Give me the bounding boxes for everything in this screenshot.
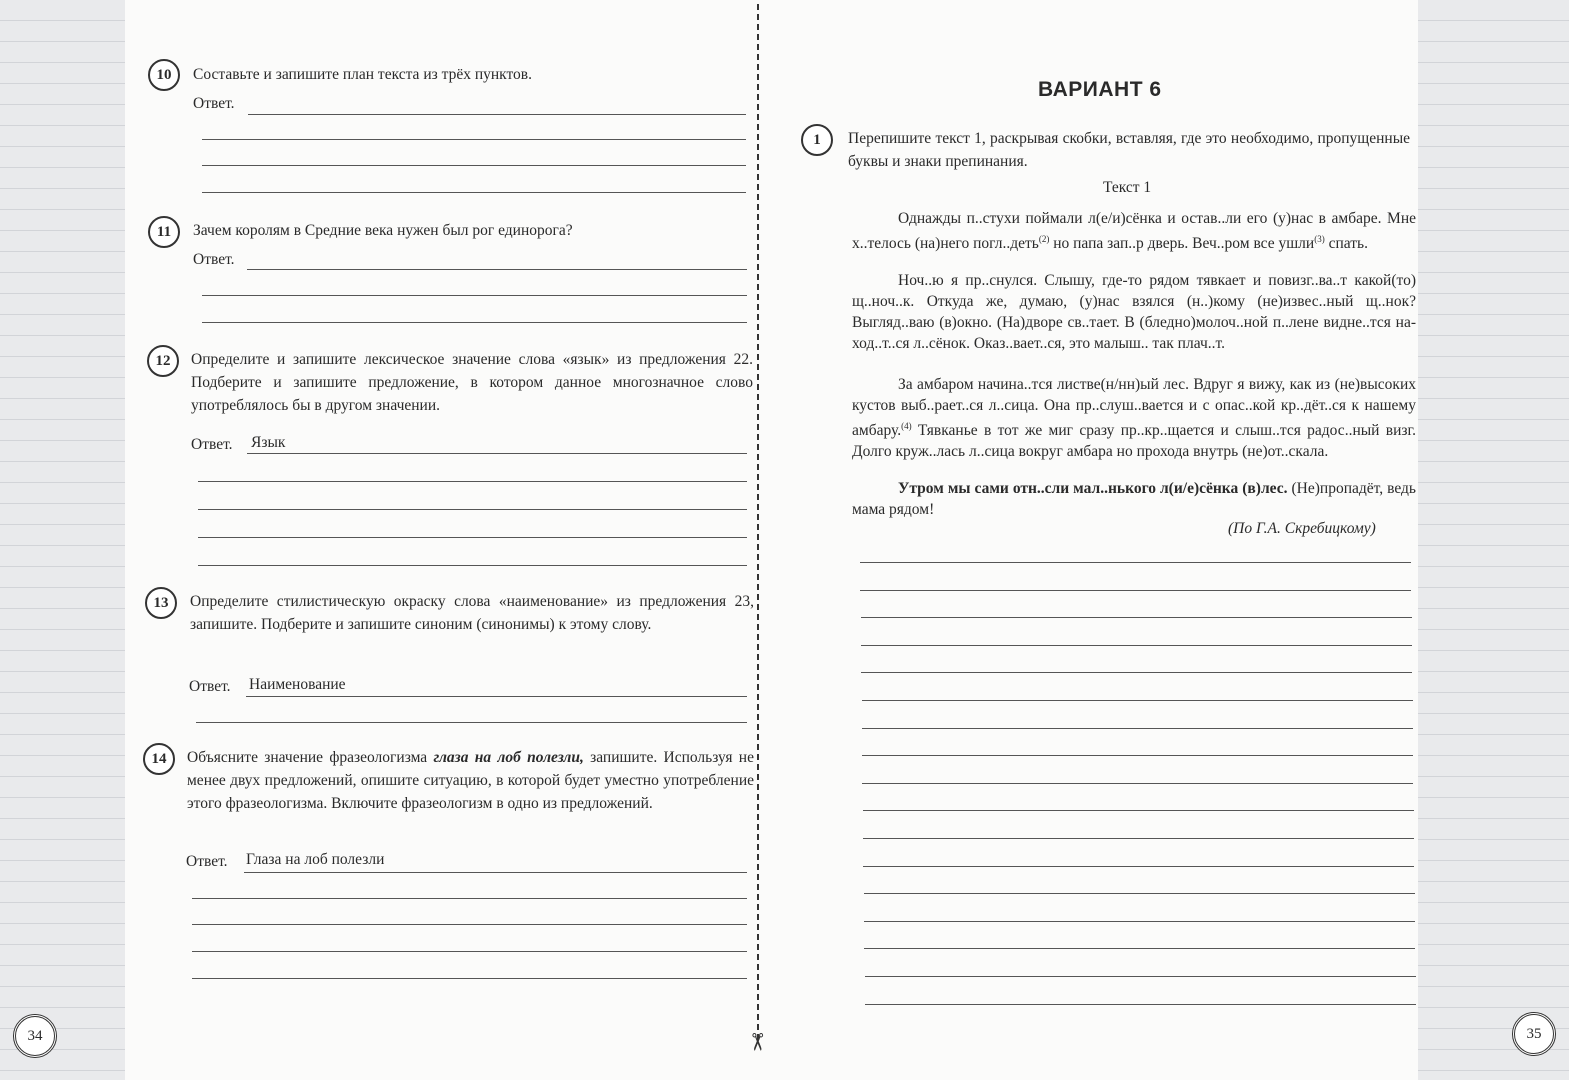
answer-line[interactable]	[192, 898, 747, 899]
variant-title: ВАРИАНТ 6	[1038, 78, 1162, 101]
answer-label: Ответ.	[191, 436, 233, 453]
answer-line[interactable]	[865, 1004, 1416, 1005]
question-number-badge: 12	[147, 345, 179, 377]
answer-line[interactable]	[862, 700, 1413, 701]
text-paragraph: Ноч..ю я пр..снулся. Слышу, где-то рядом тявкает и повизг..ва..т какой(то) щ..ноч..к. Откуда же, думаю, (у)нас взялся (н..)кому (не)извес..ный щ..нок? Выгляд..ваю (в)окно. (На)дворе св..тает. В (бледно)молоч..ной п..лене видне..тся на-ход..т..ся л..сёнок. Оказ..вает..ся, это малыш.. так плач..т.	[852, 272, 1416, 352]
answer-line[interactable]	[860, 562, 1411, 563]
background-ruled-paper-right	[1418, 0, 1569, 1080]
answer-line[interactable]	[248, 114, 746, 115]
text-paragraph: Однажды п..стухи поймали л(е/и)сёнка и остав..ли его (у)нас в амбаре. Мне х..телось (на)него погл..деть$^{(2)}$ но папа зап..р дверь. Веч..ром все ушли$^{(3)}$ спать.	[852, 210, 1416, 253]
answer-line[interactable]	[863, 866, 1414, 867]
answer-line[interactable]	[192, 978, 747, 979]
question-text	[187, 746, 754, 815]
answer-line[interactable]	[192, 924, 747, 925]
question-text: Зачем королям в Средние века нужен был рог единорога?	[193, 222, 573, 239]
answer-line[interactable]	[862, 783, 1413, 784]
answer-value: Глаза на лоб полезли	[246, 851, 385, 868]
answer-line[interactable]	[861, 645, 1412, 646]
answer-label: Ответ.	[189, 678, 231, 695]
answer-line[interactable]	[862, 755, 1413, 756]
answer-label: Ответ.	[193, 95, 235, 112]
answer-line[interactable]	[202, 139, 746, 140]
answer-line[interactable]	[861, 617, 1412, 618]
answer-line[interactable]	[247, 453, 747, 454]
question-number-badge: 14	[143, 743, 175, 775]
answer-line[interactable]	[198, 481, 747, 482]
answer-line[interactable]	[860, 590, 1411, 591]
answer-label: Ответ.	[186, 853, 228, 870]
footnote-marker: (2)	[1038, 234, 1050, 244]
text-paragraph: За амбаром начина..тся листве(н/нн)ый лес. Вдруг я вижу, как из (не)высоких кустов выб..рает..ся л..сица. Она пр..слуш..вается и с опас..кой кр..дёт..ся к нашему амбару.$^{(4)}$ Тявканье в тот же миг сразу пр..кр..щается и слыш..тся радос..ный визг. Долго круж..лась л..сица вокруг амбара но прохода внутрь (не)от..скала.	[852, 376, 1416, 461]
task-text: Перепишите текст 1, раскрывая скобки, вставляя, где это необходимо, пропущенные буквы и знаки препинания.	[848, 130, 1410, 170]
question-text: Определите и запишите лексическое значение слова «язык» из предложения 22. Подберите и запишите предложение, в котором данное многозначное слово употреблялось бы в другом значении.	[191, 351, 753, 414]
page-number: 35	[1512, 1012, 1556, 1056]
question-number-badge: 13	[145, 587, 177, 619]
text-paragraph: Утром мы сами отн..сли мал..нького л(и/е)сёнка (в)лес. (Не)пропадёт, ведь мама рядом!	[852, 480, 1416, 518]
answer-line[interactable]	[192, 951, 747, 952]
answer-line[interactable]	[864, 948, 1415, 949]
phraseologism-emphasis: глаза на лоб полезли,	[433, 749, 584, 766]
answer-line[interactable]	[198, 565, 747, 566]
question-number-badge: 11	[148, 216, 180, 248]
answer-line[interactable]	[863, 838, 1414, 839]
answer-line[interactable]	[196, 722, 747, 723]
answer-label: Ответ.	[193, 251, 235, 268]
footnote-marker: (3)	[1314, 234, 1325, 244]
answer-line[interactable]	[202, 295, 747, 296]
question-text-part: Объясните значение фразеологизма	[187, 749, 434, 766]
bold-sentence: Утром мы сами отн..сли мал..нького л(и/е)сёнка (в)лес.	[898, 480, 1288, 497]
question-text-part: запишите. Используя не менее двух предложений, опишите ситуацию, в которой будет уместно употребление этого фразеологизма. Включите фразеологизм в одно из предложений.	[187, 749, 754, 812]
answer-line[interactable]	[198, 537, 747, 538]
question-number-badge: 10	[148, 59, 180, 91]
answer-line[interactable]	[247, 269, 747, 270]
text-title: Текст 1	[1103, 179, 1152, 196]
answer-line[interactable]	[864, 893, 1415, 894]
answer-line[interactable]	[202, 192, 746, 193]
author-attribution: (По Г.А. Скребицкому)	[1228, 520, 1376, 537]
task-number-badge: 1	[801, 124, 833, 156]
answer-line[interactable]	[198, 509, 747, 510]
scissors-icon: ✂	[743, 1031, 772, 1053]
footnote-marker: (4)	[901, 421, 912, 431]
left-page	[125, 0, 780, 1080]
answer-line[interactable]	[863, 810, 1414, 811]
question-text: Составьте и запишите план текста из трёх пунктов.	[193, 66, 533, 83]
cut-line-left	[757, 4, 759, 1040]
answer-line[interactable]	[246, 696, 747, 697]
answer-value: Наименование	[249, 676, 346, 693]
answer-line[interactable]	[202, 322, 747, 323]
question-text: Определите стилистическую окраску слова «наименование» из предложения 23, запишите. Подберите и запишите синоним (синонимы) к этому слову.	[190, 593, 754, 633]
background-ruled-paper-left	[0, 0, 140, 1080]
answer-line[interactable]	[862, 728, 1413, 729]
page-number: 34	[13, 1014, 57, 1058]
answer-line[interactable]	[202, 165, 746, 166]
answer-line[interactable]	[865, 976, 1416, 977]
answer-line[interactable]	[864, 921, 1415, 922]
answer-value: Язык	[251, 434, 286, 451]
answer-line[interactable]	[861, 672, 1412, 673]
answer-line[interactable]	[244, 872, 747, 873]
